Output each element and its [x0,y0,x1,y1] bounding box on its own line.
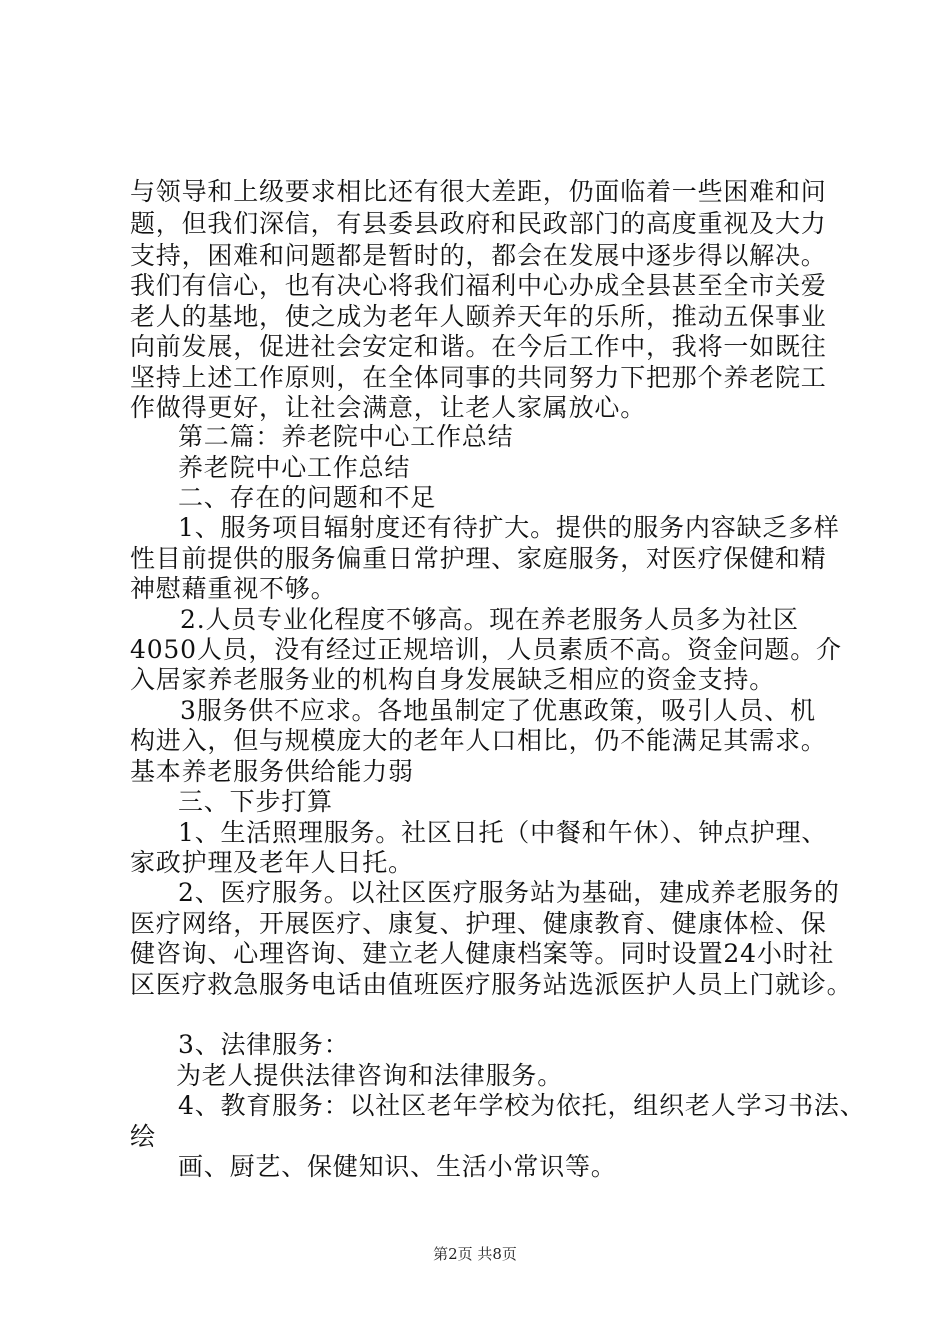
paragraph-line: 构进入，但与规模庞大的老年人口相比，仍不能满足其需求。 [130,726,827,755]
paragraph-line: 绘 [130,1122,156,1151]
paragraph-line: 与领导和上级要求相比还有很大差距，仍面临着一些困难和问 [130,177,827,206]
paragraph-line: 老人的基地，使之成为老年人颐养天年的乐所，推动五保事业 [130,302,827,331]
paragraph-line: 神慰藉重视不够。 [130,574,337,603]
paragraph-line: 4、教育服务：以社区老年学校为依托，组织老人学习书法、 [178,1091,866,1120]
paragraph-line: 性目前提供的服务偏重日常护理、家庭服务，对医疗保健和精 [130,544,827,573]
paragraph-line: 向前发展，促进社会安定和谐。在今后工作中，我将一如既往 [130,332,827,361]
paragraph-line: 坚持上述工作原则，在全体同事的共同努力下把那个养老院工 [130,363,827,392]
section-title: 养老院中心工作总结 [178,453,411,482]
paragraph-line: 题，但我们深信，有县委县政府和民政部门的高度重视及大力 [130,209,827,238]
paragraph-line: 3服务供不应求。各地虽制定了优惠政策，吸引人员、机 [180,696,816,725]
paragraph-line: 2.人员专业化程度不够高。现在养老服务人员多为社区 [180,605,799,634]
section-heading: 第二篇：养老院中心工作总结 [178,422,514,451]
paragraph-line: 1、服务项目辐射度还有待扩大。提供的服务内容缺乏多样 [178,513,840,542]
paragraph-line: 区医疗救急服务电话由值班医疗服务站选派医护人员上门就诊。 [130,970,853,999]
paragraph-line: 4050人员，没有经过正规培训，人员素质不高。资金问题。介 [130,635,842,664]
paragraph-line: 基本养老服务供给能力弱 [130,757,414,786]
paragraph-line: 医疗网络，开展医疗、康复、护理、健康教育、健康体检、保 [130,909,827,938]
paragraph-line: 作做得更好，让社会满意，让老人家属放心。 [130,393,647,422]
paragraph-line: 健咨询、心理咨询、建立老人健康档案等。同时设置24小时社 [130,939,835,968]
paragraph-line: 为老人提供法律咨询和法律服务。 [176,1061,564,1090]
paragraph-line: 画、厨艺、保健知识、生活小常识等。 [178,1152,617,1181]
paragraph-line: 支持，困难和问题都是暂时的，都会在发展中逐步得以解决。 [130,241,827,270]
paragraph-line: 3、法律服务： [178,1030,350,1059]
paragraph-line: 我们有信心，也有决心将我们福利中心办成全县甚至全市关爱 [130,271,827,300]
subsection-heading: 三、下步打算 [178,787,333,816]
paragraph-line: 入居家养老服务业的机构自身发展缺乏相应的资金支持。 [130,665,776,694]
paragraph-line: 2、医疗服务。以社区医疗服务站为基础，建成养老服务的 [178,878,840,907]
subsection-heading: 二、存在的问题和不足 [178,483,437,512]
paragraph-line: 家政护理及老年人日托。 [130,848,414,877]
paragraph-line: 1、生活照理服务。社区日托（中餐和午休）、钟点护理、 [178,818,828,847]
page-footer: 第2页 共8页 [433,1245,517,1263]
